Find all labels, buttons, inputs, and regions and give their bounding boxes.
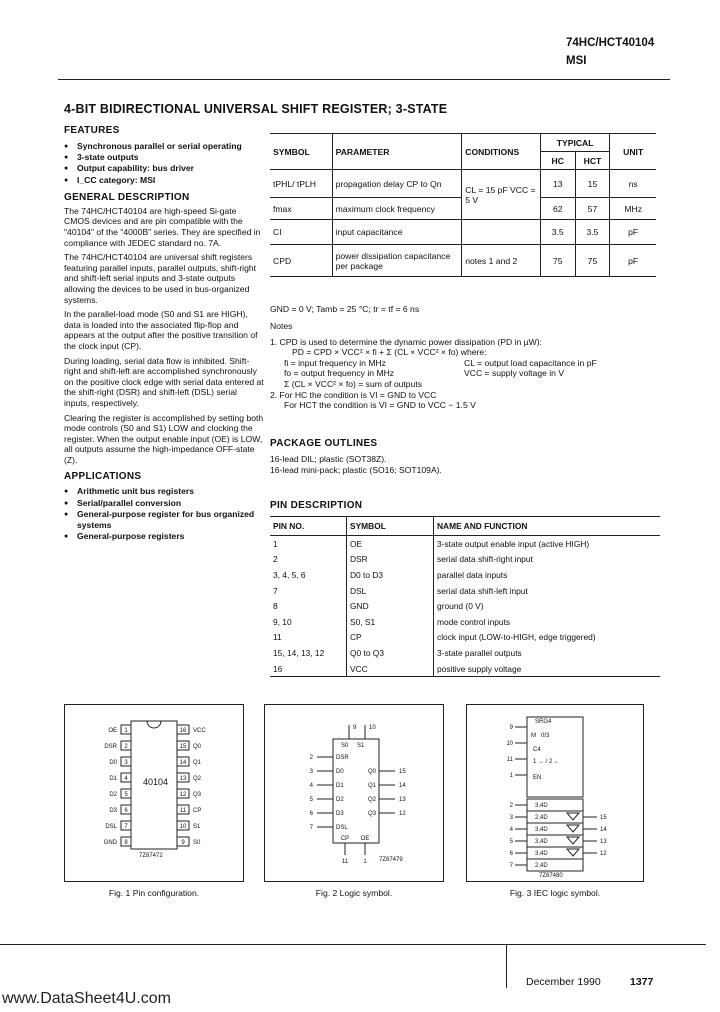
pin-function: 3-state parallel outputs — [434, 645, 661, 661]
pin-description-table — [270, 516, 660, 677]
notes-block — [270, 321, 662, 411]
pin-function: ground (0 V) — [434, 598, 661, 614]
pin-symbol: D0 to D3 — [347, 567, 434, 583]
general-description-heading: GENERAL DESCRIPTION — [64, 191, 190, 203]
iec-header: SRG4 — [535, 719, 552, 725]
pin-label: Q0 — [193, 744, 202, 750]
qr-conditions — [462, 220, 541, 245]
pin-no: 11 — [273, 632, 282, 643]
pin-symbol: GND — [347, 598, 434, 614]
pin-function: clock input (LOW-to-HIGH, edge triggered) — [434, 630, 661, 646]
qr-row — [270, 170, 656, 198]
qr-symbol: CPD — [270, 245, 332, 277]
pin-label: Q2 — [367, 797, 376, 803]
pin-function: serial data shift-right input — [434, 552, 661, 568]
note-def-left: fo = output frequency in MHz — [284, 368, 395, 379]
pin-number: 9 — [353, 725, 357, 731]
feature-item: ● I_CC category: MSI — [64, 175, 264, 186]
pin-label: CP — [193, 808, 202, 814]
figure-2-caption: Fig. 2 Logic symbol. — [315, 888, 393, 898]
feature-item: ● Synchronous parallel or serial operating — [64, 141, 264, 152]
pin-number: 9 — [181, 840, 185, 846]
qr-hc: 62 — [540, 198, 575, 220]
page-title: 4-BIT BIDIRECTIONAL UNIVERSAL SHIFT REGISTER; 3-STATE — [64, 102, 448, 116]
pin-label: S1 — [193, 824, 201, 830]
pin-number: 12 — [399, 811, 406, 817]
logic-symbol-diagram — [265, 705, 443, 881]
qr-header-symbol: SYMBOL — [270, 134, 332, 170]
figure-code: 7Z87472 — [139, 853, 163, 859]
pin-number: 3 — [509, 815, 513, 821]
qr-parameter: input capacitance — [332, 220, 462, 245]
cell-label: 3,4D — [535, 851, 548, 857]
pin-number: 3 — [124, 760, 128, 766]
left-column — [64, 125, 264, 542]
pin-row — [270, 536, 660, 552]
qr-hct: 3.5 — [575, 220, 610, 245]
iec-mode-label: M — [531, 733, 536, 739]
pin-number: 4 — [509, 827, 513, 833]
qr-conditions: CL = 15 pF VCC = 5 V — [462, 170, 541, 220]
pin-header-name: NAME AND FUNCTION — [434, 517, 661, 536]
pin-number: 4 — [309, 783, 313, 789]
qr-header-unit: UNIT — [610, 134, 656, 170]
iec-c4-label: C4 — [533, 747, 541, 753]
qr-header-typical: TYPICAL — [540, 134, 609, 152]
header-rule — [58, 79, 670, 80]
pin-label: VCC — [193, 728, 206, 734]
pin-label: Q2 — [193, 776, 202, 782]
feature-item: ● 3-state outputs — [64, 152, 264, 163]
iec-ctrl-label: 1 → / 2 ← — [533, 759, 561, 765]
pin-row — [270, 630, 660, 646]
chip-label: 40104 — [143, 777, 169, 787]
pin-number: 3 — [309, 769, 313, 775]
note-2a: 2. For HC the condition is VI = GND to VCC — [270, 389, 437, 400]
pin-label: OE — [108, 728, 117, 734]
qr-symbol: tPHL/ tPLH — [273, 178, 316, 189]
cell-label: 3,4D — [535, 827, 548, 833]
pin-label: D1 — [336, 783, 344, 789]
pin-label: Q3 — [193, 792, 202, 798]
qr-header-hc: HC — [540, 152, 575, 170]
pin-header-symbol: SYMBOL — [347, 517, 434, 536]
figure-code: 7Z87480 — [539, 873, 563, 879]
footer-date: December 1990 — [526, 976, 601, 988]
package-outlines — [270, 438, 660, 475]
pin-no: 1 — [273, 538, 278, 549]
pin-number: 15 — [399, 769, 406, 775]
pin-number: 12 — [179, 792, 187, 798]
pin-label: Q1 — [193, 760, 202, 766]
pin-number: 6 — [509, 851, 513, 857]
cell-label: 3,4D — [535, 839, 548, 845]
pin-number: 1 — [363, 859, 367, 865]
pin-number: 1 — [509, 773, 513, 779]
pin-label: D2 — [109, 792, 117, 798]
pin-label: S0 — [341, 743, 349, 749]
features-heading: FEATURES — [64, 125, 120, 136]
pin-number: 14 — [399, 783, 406, 789]
pin-function: positive supply voltage — [434, 661, 661, 677]
notes-heading: Notes — [270, 321, 293, 331]
qr-header-conditions: CONDITIONS — [462, 134, 541, 170]
figure-code: 7Z87479 — [379, 857, 403, 863]
pin-number: 9 — [509, 725, 513, 731]
pin-symbol: VCC — [347, 661, 434, 677]
pin-number: 15 — [600, 815, 607, 821]
pin-label: DSR — [336, 755, 349, 761]
pin-label: D3 — [336, 811, 344, 817]
pin-row — [270, 598, 660, 614]
pin-label: DSR — [104, 744, 117, 750]
note-def-row — [270, 379, 662, 390]
note-def-left: Σ (CL × VCC² × fo) = sum of outputs — [284, 378, 423, 389]
pin-number: 11 — [179, 808, 187, 814]
pin-number: 5 — [124, 792, 128, 798]
pin-number: 4 — [124, 776, 128, 782]
qr-unit: pF — [610, 220, 656, 245]
pin-function: 3-state output enable input (active HIGH) — [434, 536, 661, 552]
figure-iec-logic-symbol — [466, 704, 644, 882]
pin-number: 2 — [309, 755, 313, 761]
pin-no: 7 — [273, 585, 278, 596]
figure-1-caption: Fig. 1 Pin configuration. — [108, 888, 200, 898]
pin-label: OE — [360, 836, 370, 842]
qr-unit: MHz — [610, 198, 656, 220]
application-item: ● General-purpose register for bus organized systems — [64, 509, 264, 531]
pin-label: DSL — [105, 824, 117, 830]
qr-hc: 3.5 — [540, 220, 575, 245]
note-2b: For HCT the condition is VI = GND to VCC − 1.5 V — [284, 400, 476, 411]
qr-parameter: power dissipation capacitance per package — [332, 245, 462, 277]
description-paragraph: The 74HC/HCT40104 are universal shift registers featuring parallel inputs, parallel outputs, shift-right and shift-left serial inputs and 3-state outputs allowing the devices to be used in bus-organized systems. — [64, 252, 257, 305]
pin-number: 2 — [124, 744, 128, 750]
qr-row — [270, 245, 656, 277]
qr-symbol: fmax — [270, 198, 332, 220]
pin-number: 12 — [600, 851, 607, 857]
category-label: MSI — [566, 55, 587, 67]
pin-description-heading: PIN DESCRIPTION — [270, 500, 363, 511]
pin-label: Q3 — [367, 811, 376, 817]
qr-hc: 75 — [540, 245, 575, 277]
note-1: 1. CPD is used to determine the dynamic power dissipation (PD in µW): — [270, 336, 542, 347]
feature-item: ● Output capability: bus driver — [64, 163, 264, 174]
footer-watermark: www.DataSheet4U.com — [2, 990, 171, 1007]
figure-pin-configuration — [64, 704, 244, 882]
description-paragraph: During loading, serial data flow is inhibited. Shift-right and shift-left are accomplished synchronously on the positive clock edge with serial data entered at the shift-right (DSR) and shift-left (DSL) serial inputs, respectively. — [64, 355, 264, 408]
iec-mode-fraction: 0/3 — [541, 733, 550, 739]
qr-row — [270, 220, 656, 245]
note-def-right: VCC = supply voltage in V — [464, 368, 565, 379]
applications-list — [64, 486, 264, 542]
qr-symbol: CI — [270, 220, 332, 245]
pin-row — [270, 583, 660, 599]
pin-function: serial data shift-left input — [434, 583, 661, 599]
test-conditions: GND = 0 V; Tamb = 25 °C; tr = tf = 6 ns — [270, 304, 420, 314]
pin-number: 5 — [509, 839, 513, 845]
pin-number: 13 — [179, 776, 187, 782]
pin-number: 7 — [309, 825, 313, 831]
pin-number: 11 — [506, 757, 513, 763]
pin-function: mode control inputs — [434, 614, 661, 630]
description-paragraph: In the parallel-load mode (S0 and S1 are HIGH), data is loaded into the associated flip-flop and appears at the output after the positive transition of the clock input (CP). — [64, 309, 258, 351]
pin-number: 7 — [509, 863, 513, 869]
pin-label: D1 — [109, 776, 117, 782]
package-line: 16-lead DIL; plastic (SOT38Z). — [270, 454, 387, 464]
general-description — [64, 206, 264, 466]
footer-divider — [506, 944, 507, 988]
pin-no: 2 — [273, 554, 278, 565]
pin-number: 10 — [179, 824, 187, 830]
package-outlines-heading: PACKAGE OUTLINES — [270, 438, 378, 449]
pin-label: D3 — [109, 808, 117, 814]
qr-hct: 75 — [575, 245, 610, 277]
pin-number: 10 — [369, 725, 376, 731]
pin-no: 3, 4, 5, 6 — [273, 569, 306, 580]
iec-ctrl-label: EN — [533, 775, 542, 781]
pin-symbol: DSL — [347, 583, 434, 599]
description-paragraph: Clearing the register is accomplished by setting both mode controls (S0 and S1) LOW and clocking the register. When the output enable input (OE) is LOW, all outputs assume the high-impedance OFF-state (Z). — [64, 412, 264, 465]
pin-symbol: CP — [347, 630, 434, 646]
figure-logic-symbol — [264, 704, 444, 882]
pin-symbol: OE — [347, 536, 434, 552]
pin-symbol: DSR — [347, 552, 434, 568]
pin-row — [270, 614, 660, 630]
figure-3-caption: Fig. 3 IEC logic symbol. — [509, 888, 601, 898]
footer-page-number: 1377 — [630, 976, 654, 988]
qr-unit: ns — [610, 170, 656, 198]
qr-hct: 15 — [575, 170, 610, 198]
tristate-triangle — [567, 837, 579, 844]
pin-label: DSL — [336, 825, 348, 831]
pin-number: 1 — [124, 728, 128, 734]
pin-row — [270, 567, 660, 583]
tristate-triangle — [567, 813, 579, 820]
pin-function: parallel data inputs — [434, 567, 661, 583]
application-item: ● General-purpose registers — [64, 531, 264, 542]
qr-unit: pF — [610, 245, 656, 277]
pin-number: 11 — [341, 859, 349, 865]
cell-label: 2,4D — [535, 863, 548, 869]
tristate-triangle — [567, 825, 579, 832]
application-item: ● Arithmetic unit bus registers — [64, 486, 264, 497]
pin-number: 8 — [124, 840, 128, 846]
pin-label: Q0 — [367, 769, 376, 775]
note-formula: PD = CPD × VCC² × fi + Σ (CL × VCC² × fo) where: — [292, 347, 487, 358]
qr-parameter: propagation delay CP to Qn — [332, 170, 462, 198]
pin-number: 15 — [179, 744, 187, 750]
note-def-row — [270, 358, 662, 369]
pin-symbol: Q0 to Q3 — [347, 645, 434, 661]
iec-symbol-diagram — [467, 705, 643, 881]
qr-hc: 13 — [540, 170, 575, 198]
pin-no: 15, 14, 13, 12 — [273, 647, 325, 658]
note-def-right: CL = output load capacitance in pF — [464, 357, 597, 368]
application-item: ● Serial/parallel conversion — [64, 498, 264, 509]
pin-header-no: PIN NO. — [270, 517, 347, 536]
pin-number: 6 — [124, 808, 128, 814]
pin-number: 13 — [399, 797, 406, 803]
iec-control-block — [527, 717, 583, 797]
pin-label: D0 — [336, 769, 344, 775]
applications-heading: APPLICATIONS — [64, 471, 142, 483]
description-paragraph: The 74HC/HCT40104 are high-speed Si-gate CMOS devices and are pin compatible with the "40104" of the "4000B" series. They are specified in compliance with JEDEC standard no. 7A. — [64, 205, 261, 248]
qr-hct: 57 — [575, 198, 610, 220]
pin-number: 14 — [600, 827, 607, 833]
qr-header-hct: HCT — [575, 152, 610, 170]
qr-parameter: maximum clock frequency — [332, 198, 462, 220]
note-def-left: fi = input frequency in MHz — [284, 357, 386, 368]
pin-number: 13 — [600, 839, 607, 845]
pin-label: S1 — [357, 743, 365, 749]
pin-number: 16 — [179, 728, 187, 734]
pin-number: 10 — [506, 741, 513, 747]
pin-label: GND — [103, 840, 117, 846]
pin-no: 16 — [270, 661, 347, 677]
quick-reference-table — [270, 133, 656, 277]
footer-rule — [0, 944, 706, 945]
pin-number: 6 — [309, 811, 313, 817]
pin-label: D2 — [336, 797, 344, 803]
pin-number: 2 — [509, 803, 513, 809]
pin-label: CP — [340, 836, 350, 842]
tristate-triangle — [567, 849, 579, 856]
pin-no: 9, 10 — [273, 616, 292, 627]
pin-row — [270, 661, 660, 677]
pin-number: 5 — [309, 797, 313, 803]
pin-number: 14 — [179, 760, 187, 766]
note-def-row — [270, 368, 662, 379]
pin-label: Q1 — [367, 783, 376, 789]
part-number: 74HC/HCT40104 — [566, 37, 655, 49]
cell-label: 2,4D — [535, 815, 548, 821]
pin-row — [270, 645, 660, 661]
pin-no: 8 — [273, 601, 278, 612]
pin-number: 7 — [124, 824, 128, 830]
package-line: 16-lead mini-pack; plastic (SO16; SOT109A). — [270, 464, 442, 475]
cell-label: 3,4D — [535, 803, 548, 809]
features-list — [64, 141, 264, 186]
dip-notch — [147, 721, 161, 728]
pin-label: D0 — [109, 760, 117, 766]
qr-conditions: notes 1 and 2 — [462, 245, 541, 277]
pin-label: S0 — [193, 840, 201, 846]
pin-symbol: S0, S1 — [347, 614, 434, 630]
pin-row — [270, 552, 660, 568]
qr-header-parameter: PARAMETER — [332, 134, 462, 170]
